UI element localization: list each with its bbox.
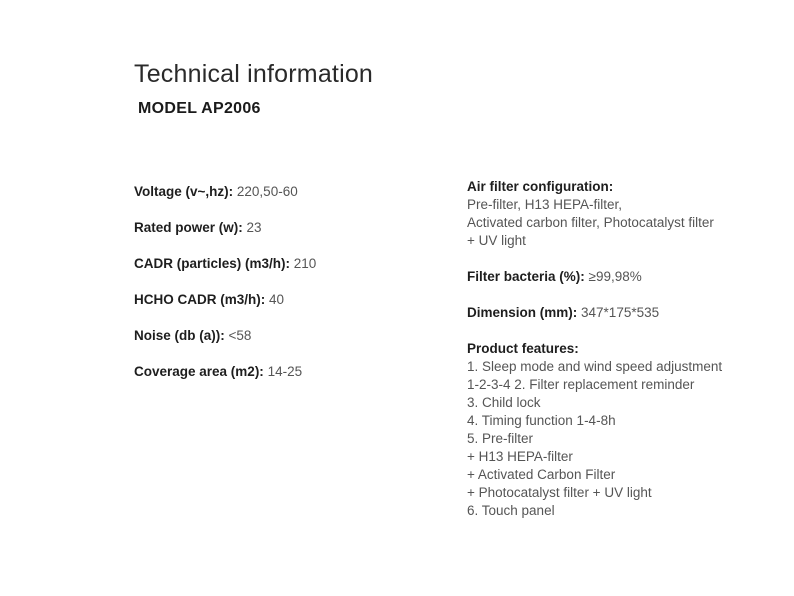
feature-line: + Activated Carbon Filter — [467, 467, 616, 482]
dimension — [467, 304, 777, 322]
filter-bacteria-value: ≥99,98% — [588, 269, 642, 284]
feature-line: 1-2-3-4 2. Filter replacement reminder — [467, 377, 695, 392]
spec-value: 23 — [246, 220, 262, 235]
spec-value: 220,50-60 — [236, 184, 298, 199]
left-specs-column — [134, 183, 434, 399]
feature-line: 1. Sleep mode and wind speed adjustment — [467, 359, 723, 374]
dimension-label: Dimension (mm): — [467, 305, 578, 320]
feature-line: + H13 HEPA-filter — [467, 449, 573, 464]
feature-line: 5. Pre-filter — [467, 431, 534, 446]
spec-voltage — [134, 183, 434, 201]
spec-label: Coverage area (m2): — [134, 364, 264, 379]
air-filter-line: + UV light — [467, 233, 526, 248]
feature-line: 4. Timing function 1-4-8h — [467, 413, 616, 428]
spec-coverage-area — [134, 363, 434, 381]
filter-bacteria-label: Filter bacteria (%): — [467, 269, 585, 284]
air-filter-line: Pre-filter, H13 HEPA-filter, — [467, 197, 623, 212]
air-filter-line: Activated carbon filter, Photocatalyst filter — [467, 215, 714, 230]
feature-line: 6. Touch panel — [467, 503, 555, 518]
spec-value: <58 — [228, 328, 252, 343]
page-title: Technical information — [134, 60, 374, 88]
spec-value: 210 — [293, 256, 317, 271]
right-specs-column — [467, 178, 777, 538]
spec-label: Noise (db (a)): — [134, 328, 225, 343]
dimension-value: 347*175*535 — [581, 305, 660, 320]
spec-label: CADR (particles) (m3/h): — [134, 256, 291, 271]
spec-noise — [134, 327, 434, 345]
spec-label: Rated power (w): — [134, 220, 243, 235]
spec-hcho-cadr — [134, 291, 434, 309]
spec-label: HCHO CADR (m3/h): — [134, 292, 266, 307]
spec-value: 40 — [269, 292, 285, 307]
model-name: MODEL AP2006 — [138, 100, 261, 117]
spec-label: Voltage (v~,hz): — [134, 184, 234, 199]
air-filter-configuration — [467, 178, 777, 250]
spec-cadr-particles — [134, 255, 434, 273]
air-filter-label: Air filter configuration: — [467, 179, 614, 194]
product-features-label: Product features: — [467, 341, 579, 356]
feature-line: 3. Child lock — [467, 395, 541, 410]
spec-rated-power — [134, 219, 434, 237]
filter-bacteria — [467, 268, 777, 286]
spec-value: 14-25 — [267, 364, 303, 379]
feature-line: + Photocatalyst filter + UV light — [467, 485, 652, 500]
product-features — [467, 340, 777, 520]
